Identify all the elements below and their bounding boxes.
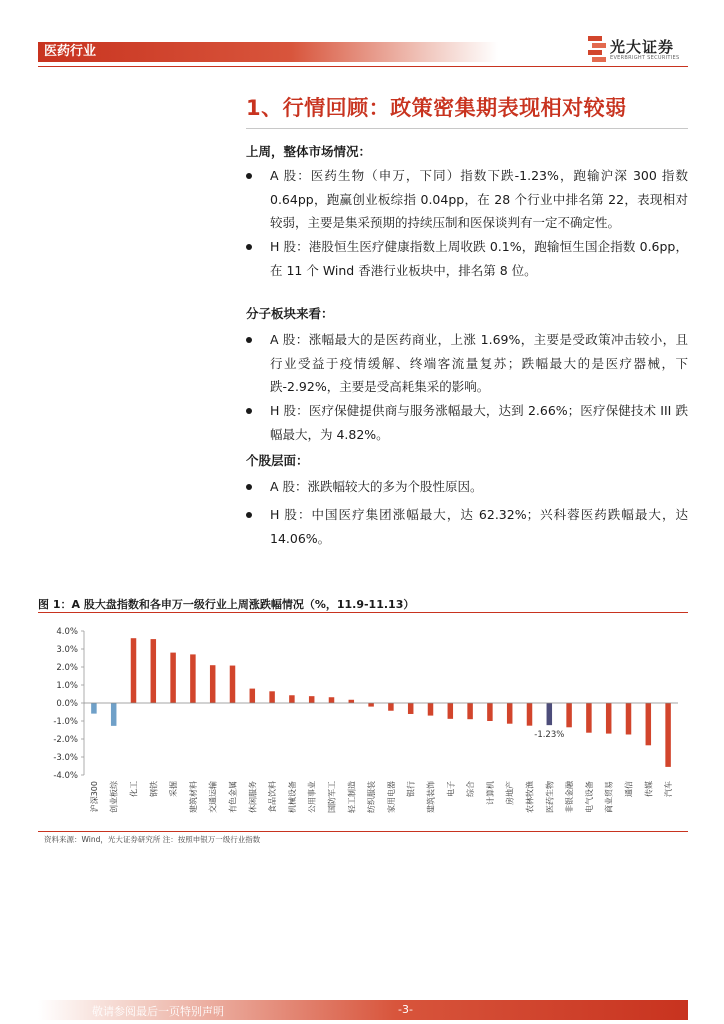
- stock-bullet-h: [246, 503, 688, 550]
- bar-公用事业: [309, 696, 315, 703]
- bullet-dot: [246, 173, 252, 179]
- brand-name-en: EVERBRIGHT SECURITIES: [610, 55, 680, 61]
- figure-top-rule: [38, 612, 688, 613]
- bar-食品饮料: [269, 691, 275, 703]
- y-tick-label: -2.0%: [53, 735, 78, 745]
- x-tick-label: 国防军工: [327, 781, 337, 813]
- x-tick-label: 创业板综: [109, 781, 119, 813]
- stock-bullet-a: [246, 475, 688, 499]
- x-tick-label: 电子: [446, 781, 456, 797]
- x-tick-label: 房地产: [505, 781, 515, 805]
- x-tick-label: 建筑材料: [188, 781, 198, 813]
- bullet-dot: [246, 244, 252, 250]
- bar-非银金融: [566, 703, 572, 727]
- x-tick-label: 沪深300: [89, 781, 99, 813]
- x-tick-label: 化工: [129, 781, 139, 797]
- y-tick-label: 2.0%: [56, 663, 78, 673]
- bar-交通运输: [210, 665, 216, 703]
- y-tick-label: 3.0%: [56, 645, 78, 655]
- x-tick-label: 银行: [406, 781, 416, 797]
- y-tick-label: -1.0%: [53, 717, 78, 727]
- figure-title: 图 1：A 股大盘指数和各申万一级行业上周涨跌幅情况（%，11.9-11.13）: [38, 598, 415, 611]
- x-tick-label: 有色金属: [228, 781, 238, 813]
- x-tick-label: 计算机: [485, 781, 495, 805]
- brand-logo-icon: [588, 36, 606, 62]
- bar-医药生物: [547, 703, 553, 725]
- bar-chart: [38, 618, 688, 830]
- header-divider: [38, 66, 688, 67]
- x-tick-label: 通信: [624, 781, 634, 797]
- bar-沪深300: [91, 703, 97, 714]
- x-tick-label: 商业贸易: [604, 781, 614, 813]
- market-bullet-h: [246, 235, 688, 282]
- highlight-data-label: -1.23%: [534, 730, 565, 741]
- bullet-text: A 股：涨幅最大的是医药商业，上涨 1.69%，主要是受政策冲击较小，且行业受益于疫情缓解、终端客流量复苏；跌幅最大的是医疗器械，下跌-2.92%，主要是受高耗集采的影响。: [270, 332, 688, 394]
- x-tick-label: 综合: [466, 781, 476, 797]
- bullet-dot: [246, 484, 252, 490]
- bar-采掘: [170, 653, 176, 703]
- x-tick-label: 农林牧渔: [525, 781, 535, 813]
- x-tick-label: 机械设备: [287, 781, 297, 813]
- bar-电气设备: [586, 703, 592, 733]
- y-tick-label: 4.0%: [56, 627, 78, 637]
- bar-传媒: [646, 703, 652, 745]
- section-title: 1、行情回顾：政策密集期表现相对较弱: [246, 96, 627, 120]
- bar-机械设备: [289, 695, 295, 703]
- bullet-text: H 股：医疗保健提供商与服务涨幅最大，达到 2.66%；医疗保健技术 III 跌幅最大，为 4.82%。: [270, 403, 688, 442]
- page-number: -3-: [398, 1003, 413, 1016]
- bar-纺织服装: [368, 703, 374, 707]
- stock-heading: 个股层面：: [246, 453, 309, 468]
- bar-创业板综: [111, 703, 117, 726]
- y-tick-label: 1.0%: [56, 681, 78, 691]
- x-tick-label: 轻工制造: [347, 781, 357, 813]
- x-tick-label: 公用事业: [307, 781, 317, 813]
- sub-heading: 分子板块来看：: [246, 306, 334, 321]
- bar-国防军工: [329, 697, 335, 703]
- bar-建筑材料: [190, 654, 196, 703]
- x-tick-label: 采掘: [169, 781, 179, 797]
- x-tick-label: 电气设备: [584, 781, 594, 813]
- bar-电子: [448, 703, 454, 719]
- x-tick-label: 传媒: [644, 781, 654, 797]
- bar-通信: [626, 703, 632, 735]
- y-tick-label: -3.0%: [53, 753, 78, 763]
- bullet-dot: [246, 337, 252, 343]
- x-tick-label: 交通运输: [208, 781, 218, 813]
- brand-logo: [588, 34, 688, 66]
- bullet-dot: [246, 512, 252, 518]
- figure-bottom-rule: [38, 831, 688, 832]
- x-tick-label: 建筑装饰: [426, 781, 436, 813]
- bar-钢铁: [151, 639, 157, 703]
- bullet-dot: [246, 408, 252, 414]
- bar-休闲服务: [250, 689, 256, 703]
- market-bullet-a: [246, 164, 688, 235]
- x-tick-label: 食品饮料: [268, 781, 278, 813]
- title-divider: [246, 128, 688, 129]
- x-tick-label: 非银金融: [565, 781, 575, 813]
- bar-计算机: [487, 703, 493, 721]
- bar-家用电器: [388, 703, 394, 711]
- x-tick-label: 纺织服装: [367, 781, 377, 813]
- header-bar: [38, 42, 498, 62]
- x-tick-label: 家用电器: [386, 781, 396, 813]
- bar-化工: [131, 638, 137, 703]
- bar-房地产: [507, 703, 513, 724]
- brand-name: 光大证券: [610, 38, 675, 56]
- y-tick-label: 0.0%: [56, 699, 78, 709]
- bar-有色金属: [230, 666, 236, 703]
- header-section-label: 医药行业: [44, 44, 97, 59]
- bar-建筑装饰: [428, 703, 434, 716]
- bar-农林牧渔: [527, 703, 533, 726]
- bar-轻工制造: [349, 700, 355, 703]
- figure-source: 资料来源：Wind，光大证券研究所 注：按照申银万一级行业指数: [44, 835, 261, 844]
- x-tick-label: 钢铁: [149, 781, 159, 797]
- sub-bullet-h: [246, 399, 688, 446]
- bullet-text: H 股：港股恒生医疗健康指数上周收跌 0.1%，跑输恒生国企指数 0.6pp，在 11 个 Wind 香港行业板块中，排名第 8 位。: [270, 239, 688, 278]
- footer-disclaimer: 敬请参阅最后一页特别声明: [92, 1005, 224, 1018]
- bullet-text: H 股：中国医疗集团涨幅最大，达 62.32%；兴科蓉医药跌幅最大，达 14.06%。: [270, 507, 688, 546]
- bar-汽车: [665, 703, 671, 767]
- bar-综合: [467, 703, 473, 719]
- x-tick-label: 休闲服务: [248, 781, 258, 813]
- y-tick-label: -4.0%: [53, 771, 78, 781]
- x-tick-label: 汽车: [664, 781, 674, 797]
- sub-bullet-a: [246, 328, 688, 399]
- bar-商业贸易: [606, 703, 612, 734]
- bullet-text: A 股：涨跌幅较大的多为个股性原因。: [270, 479, 483, 494]
- bar-银行: [408, 703, 414, 714]
- bullet-text: A 股：医药生物（申万，下同）指数下跌-1.23%，跑输沪深 300 指数 0.64pp，跑赢创业板综指 0.04pp，在 28 个行业中排名第 22，表现相对较弱，主要是集采预期的持续压制和医保谈判有一定不确定性。: [270, 168, 688, 230]
- market-heading: 上周，整体市场情况：: [246, 144, 372, 159]
- x-tick-label: 医药生物: [545, 781, 555, 813]
